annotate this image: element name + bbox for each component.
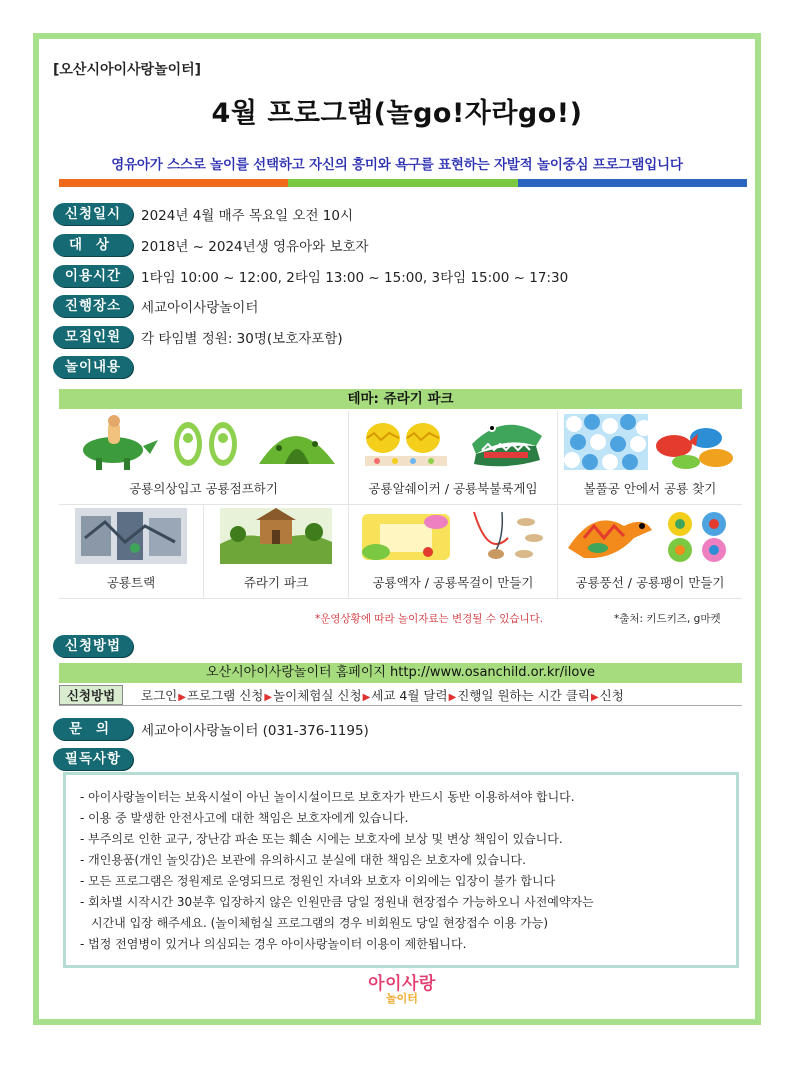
label-pill: 대상 — [53, 234, 133, 256]
contact-value: 세교아이사랑놀이터 (031-376-1195) — [141, 723, 369, 739]
ball-pool-icon — [564, 414, 648, 470]
dino-necklace-icon — [464, 508, 548, 564]
logo-line2: 놀이터 — [386, 992, 418, 1005]
step-text: 진행일 원하는 시간 클릭 — [457, 687, 590, 703]
activity-caption: 공룡액자 / 공룡목걸이 만들기 — [349, 567, 557, 599]
logo-text-sub — [347, 990, 457, 1006]
footprint-icon — [168, 414, 244, 470]
divider-blue — [518, 179, 747, 187]
dino-balloon-icon — [564, 508, 656, 564]
activity-caption: 쥬라기 파크 — [204, 567, 348, 599]
arrow-right-icon: ▶ — [178, 691, 186, 703]
divider-green — [288, 179, 517, 187]
egg-shaker-icon — [361, 414, 451, 470]
activity-grid — [59, 411, 742, 599]
contact-row — [53, 718, 369, 740]
info-value: 2024년 4월 매주 목요일 오전 10시 — [141, 208, 353, 224]
arrow-right-icon: ▶ — [590, 691, 599, 703]
info-value: 2018년 ~ 2024년생 영유아와 보호자 — [141, 239, 369, 255]
activity-caption: 볼풀공 안에서 공룡 찾기 — [558, 473, 742, 505]
dino-top-icon — [660, 508, 736, 564]
arrow-right-icon: ▶ — [362, 691, 371, 703]
method-steps — [141, 686, 624, 704]
logo-line1: 아이사랑 — [368, 974, 436, 994]
step-text: 로그인 — [141, 687, 178, 703]
info-row-content — [53, 356, 133, 378]
notice-item: - 법정 전염병이 있거나 의심되는 경우 아이사랑놀이터 이용이 제한됩니다. — [80, 937, 467, 951]
dino-frame-icon — [358, 508, 454, 564]
change-note: *운영상황에 따라 놀이자료는 변경될 수 있습니다. — [315, 613, 544, 625]
notice-item: - 개인용품(개인 놀잇감)은 보관에 유의하시고 분실에 대한 책임은 보호자에 있습니다. — [80, 853, 526, 867]
activity-caption: 공룡알쉐이커 / 공룡북불룩게임 — [349, 473, 557, 505]
info-value: 각 타임별 정원: 30명(보호자포함) — [141, 331, 343, 347]
info-row-date — [53, 203, 353, 225]
divider-orange — [59, 179, 288, 187]
activity-cell — [59, 411, 349, 505]
info-row-target — [53, 234, 369, 256]
step-text: 세교 4월 달력 — [371, 687, 448, 703]
step-text: 프로그램 신청 — [186, 687, 264, 703]
page-title: 4월 프로그램(놀go!자라go!) — [211, 98, 583, 129]
activity-cell — [349, 505, 558, 599]
org-label: [오산시아이사랑놀이터] — [53, 62, 202, 78]
notice-box — [63, 772, 739, 968]
tent-icon — [255, 414, 339, 470]
notice-item-continued: 시간내 입장 해주세요. (놀이체험실 프로그램의 경우 비회원도 당일 현장접수 이용 가능) — [91, 916, 549, 930]
arrow-right-icon: ▶ — [264, 691, 273, 703]
apply-header — [53, 635, 133, 657]
color-divider — [59, 179, 747, 187]
notice-item: - 회차별 시작시간 30분후 입장하지 않은 인원만큼 당일 정원내 현장접수 가능하오니 사전예약자는 — [80, 895, 594, 909]
activity-cell — [204, 505, 349, 599]
arrow-right-icon: ▶ — [448, 691, 457, 703]
label-pill: 모집인원 — [53, 326, 133, 348]
activity-cell — [349, 411, 558, 505]
poster-frame — [33, 33, 761, 1025]
homepage-link[interactable]: 오산시아이사랑놀이터 홈페이지 http://www.osanchild.or.kr/ilove — [59, 663, 742, 683]
activity-row — [59, 505, 742, 599]
step-text: 놀이체험실 신청 — [273, 687, 362, 703]
label-pill: 문의 — [53, 718, 133, 740]
label-pill: 놀이내용 — [53, 356, 133, 378]
activity-cell — [558, 411, 742, 505]
notice-item: - 이용 중 발생한 안전사고에 대한 책임은 보호자에게 있습니다. — [80, 811, 409, 825]
page-subtitle: 영유아가 스스로 놀이를 선택하고 자신의 흥미와 욕구를 표현하는 자발적 놀이중심 프로그램입니다 — [111, 157, 683, 173]
toy-dinosaurs-icon — [652, 414, 736, 470]
label-pill: 필독사항 — [53, 748, 133, 770]
label-pill: 신청방법 — [53, 635, 133, 657]
notice-item: - 모든 프로그램은 정원제로 운영되므로 정원인 자녀와 보호자 이외에는 입장이 불가 합니다 — [80, 874, 556, 888]
dinosaur-costume-icon — [68, 414, 158, 470]
info-value: 1타임 10:00 ~ 12:00, 2타임 13:00 ~ 15:00, 3타임 15:00 ~ 17:30 — [141, 270, 569, 286]
label-pill: 진행장소 — [53, 295, 133, 317]
notice-header — [53, 748, 133, 770]
label-pill: 이용시간 — [53, 265, 133, 287]
jurassic-park-icon — [220, 508, 332, 564]
info-row-place — [53, 295, 258, 317]
activity-cell — [558, 505, 742, 599]
step-text: 신청 — [599, 687, 624, 703]
apply-method-row — [59, 684, 742, 706]
label-pill: 신청일시 — [53, 203, 133, 225]
notice-item: - 아이사랑놀이터는 보육시설이 아닌 놀이시설이므로 보호자가 반드시 동반 이용하셔야 합니다. — [80, 790, 575, 804]
notice-item: - 부주의로 인한 교구, 장난감 파손 또는 훼손 시에는 보호자에 보상 및 변상 책임이 있습니다. — [80, 832, 563, 846]
theme-bar: 테마: 쥬라기 파크 — [59, 389, 742, 409]
notice-item — [80, 913, 722, 934]
info-value: 세교아이사랑놀이터 — [141, 300, 259, 316]
activity-row — [59, 411, 742, 505]
activity-cell — [59, 505, 204, 599]
brand-logo — [347, 969, 457, 1013]
info-row-capacity — [53, 326, 343, 348]
method-label: 신청방법 — [59, 685, 123, 705]
dino-track-icon — [75, 508, 187, 564]
croc-game-icon — [466, 414, 546, 470]
activity-caption: 공룡의상입고 공룡점프하기 — [59, 473, 348, 505]
source-note: *출처: 키드키즈, g마켓 — [614, 613, 721, 625]
activity-caption: 공룡트랙 — [59, 567, 203, 599]
activity-caption: 공룡풍선 / 공룡팽이 만들기 — [558, 567, 742, 599]
info-row-time — [53, 265, 568, 287]
